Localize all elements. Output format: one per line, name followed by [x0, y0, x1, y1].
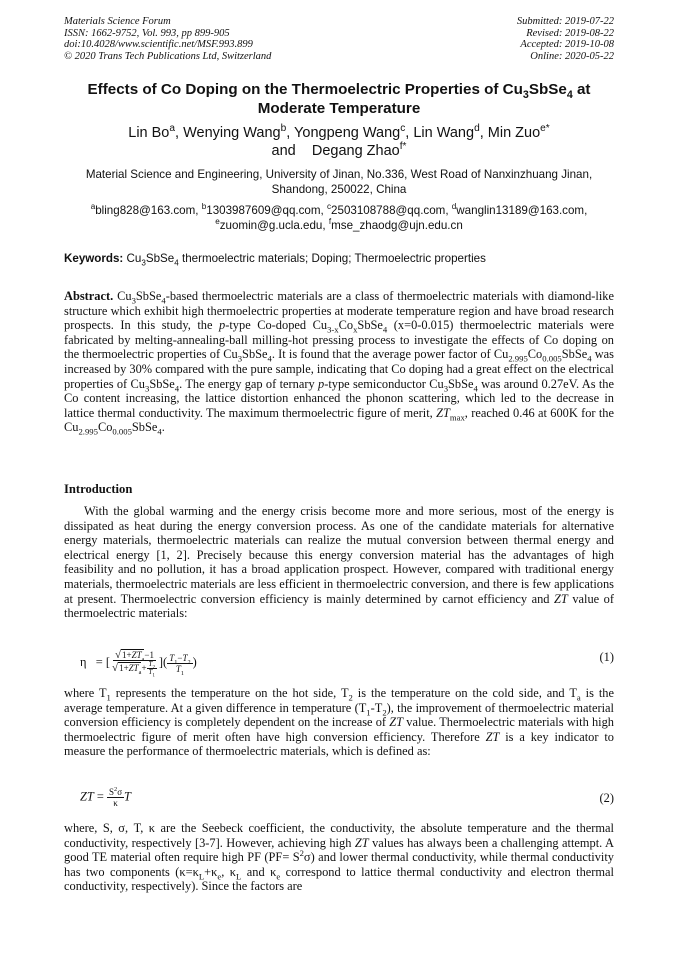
author: Degang Zhao	[311, 143, 400, 159]
email: wanglin13189@163.com,	[456, 204, 588, 217]
email: mse_zhaodg@ujn.edu.cn	[331, 218, 463, 232]
copyright: © 2020 Trans Tech Publications Ltd, Switzerland	[64, 50, 272, 62]
email-list: $^a$bling828@163.com, $^b$1303987609@qq.com, $^c$2503108788@qq.com, $^d$wanglin13189@163.com, $^e$zuomin@g.ucla.edu, $^f$mse_zhaodg@ujn.edu.cn	[90, 202, 588, 232]
keywords-label: Keywords:	[64, 252, 124, 265]
affiliation: Material Science and Engineering, University of Jinan, No.336, West Road of Nanxinzhuang Jinan, Shandong, 250022, China	[85, 168, 593, 196]
abstract-label: Abstract.	[64, 289, 114, 303]
abstract: Abstract. $Cu_3SbSe_4$-based thermoelectric materials are a class of thermoelectric materials with diamond-like structure which exhibit high thermoelectric properties at moderate temperature region and have broad research prospects. In this study, the p-type Co-doped $Cu_{3-x}Co_xSbSe_4$ (x=0-0.015) thermoelectric materials were fabricated by melting-annealing-ball milling-hot pressing process to investigate the effects of Co doping on the thermoelectric properties of $Cu_3SbSe_4$. It is found that the average power factor of $Cu_{2.995}Co_{0.005}SbSe_4$ was increased by 30% compared with the pure sample, indicating that Co doping had a great effect on the electrical properties of $Cu_3SbSe_4$. The energy gap of ternary p-type semiconductor $Cu_3SbSe_4$ was around 0.27eV. As the Co content increasing, the lattice distortion enhanced the phonon scattering, which led to the decrease in lattice thermal conductivity. The maximum thermoelectric figure of merit, $ZT_{max}$, reached 0.46 at 600K for the $Cu_{2.995}Co_{0.005}SbSe_4$.	[64, 289, 615, 437]
email: 1303987609@qq.com,	[206, 204, 324, 217]
doi: doi:10.4028/www.scientific.net/MSF.993.899	[64, 39, 253, 51]
email: bling828@163.com,	[95, 204, 199, 217]
equation-number: (2)	[599, 791, 614, 805]
author: Lin Wang	[413, 125, 475, 141]
header-right	[517, 16, 614, 62]
intro-paragraph-2: where $T_1$ represents the temperature on the hot side, $T_2$ is the temperature on the cold side, and $T_a$ is the average temperature. At a given difference in temperature $(T_1-T_2)$, the improvement of thermoelectric material conversion efficiency is completely dependent on the increase of ZT value. Thermoelectric materials with high thermoelectric figure of merit often have high conversion efficiency. Therefore ZT is a key indicator to measure the performance of thermoelectric materials, which is defined as:	[64, 686, 615, 759]
section-heading-introduction: Introduction	[64, 482, 133, 496]
author: Min Zuo	[487, 125, 541, 141]
author: Wenying Wang	[183, 125, 281, 141]
intro-paragraph-3: where, S, σ, T, κ are the Seebeck coefficient, the conductivity, the absolute temperature and the thermal conductivity, respectively [3-7]. However, achieving high ZT values has always been a challenging attempt. A good TE material often require high PF $(PF= S^2\sigma)$ and lower thermal conductivity, while thermal conductivity has two components ($\kappa=\kappa_L+\kappa_e$, $\kappa_L$ and $\kappa_e$ correspond to lattice thermal conductivity and electron thermal conductivity, respectively). Since the factors are	[64, 821, 614, 894]
author-list: Lin Bo$^a$, Wenying Wang$^b$, Yongpeng Wang$^c$, Lin Wang$^d$, Min Zuo$^{e*}$ and Degang Zhao$^{f*}$	[128, 123, 550, 159]
equation-2: ZT = $\frac{S^2\sigma}{\kappa}$ T (2)	[80, 786, 614, 808]
journal-name: Materials Science Forum	[64, 16, 171, 27]
accepted-date: Accepted: 2019-10-08	[520, 39, 614, 51]
email: zuomin@g.ucla.edu,	[219, 218, 326, 232]
issn: ISSN: 1662-9752, Vol. 993, pp 899-905	[64, 27, 230, 39]
keywords: Keywords: $Cu_3SbSe_4$ thermoelectric materials; Doping; Thermoelectric properties	[64, 252, 486, 268]
revised-date: Revised: 2019-08-22	[526, 27, 614, 39]
email: 2503108788@qq.com,	[331, 204, 449, 217]
author: Lin Bo	[128, 125, 170, 141]
intro-paragraph-1: With the global warming and the energy crisis become more and more serious, most of the energy is dissipated as heat during the energy conversion process. As one of the candidate materials for alternative energy materials, thermoelectric materials can realize the mutual conversion between thermal energy and electrical energy [1, 2]. Precisely because this energy conversion material has the advantages of high feasibility and no pollution, it has a broad application prospect. However, compared with traditional energy materials, thermoelectric materials are less efficient in thermoelectric conversion, and there is few applications at present. Thermoelectric conversion efficiency is mainly determined by carnot efficiency and ZT value of thermoelectric materials:	[64, 504, 614, 621]
submitted-date: Submitted: 2019-07-22	[516, 16, 614, 27]
online-date: Online: 2020-05-22	[530, 50, 614, 62]
equation-1: η = [ $√1+ZT_a-1$ $√1+ZT_a+$ $\frac{T_2}{T_1}$ ]( $\frac{T_1-T_2}{T_1}$ ) (1)	[80, 649, 614, 679]
paper-title: Effects of Co Doping on the Thermoelectric Properties of $Cu_3SbSe_4$ at Moderate Temperature	[87, 81, 591, 117]
header-left	[64, 16, 271, 62]
author: Yongpeng Wang	[294, 125, 401, 141]
equation-number: (1)	[599, 650, 614, 664]
